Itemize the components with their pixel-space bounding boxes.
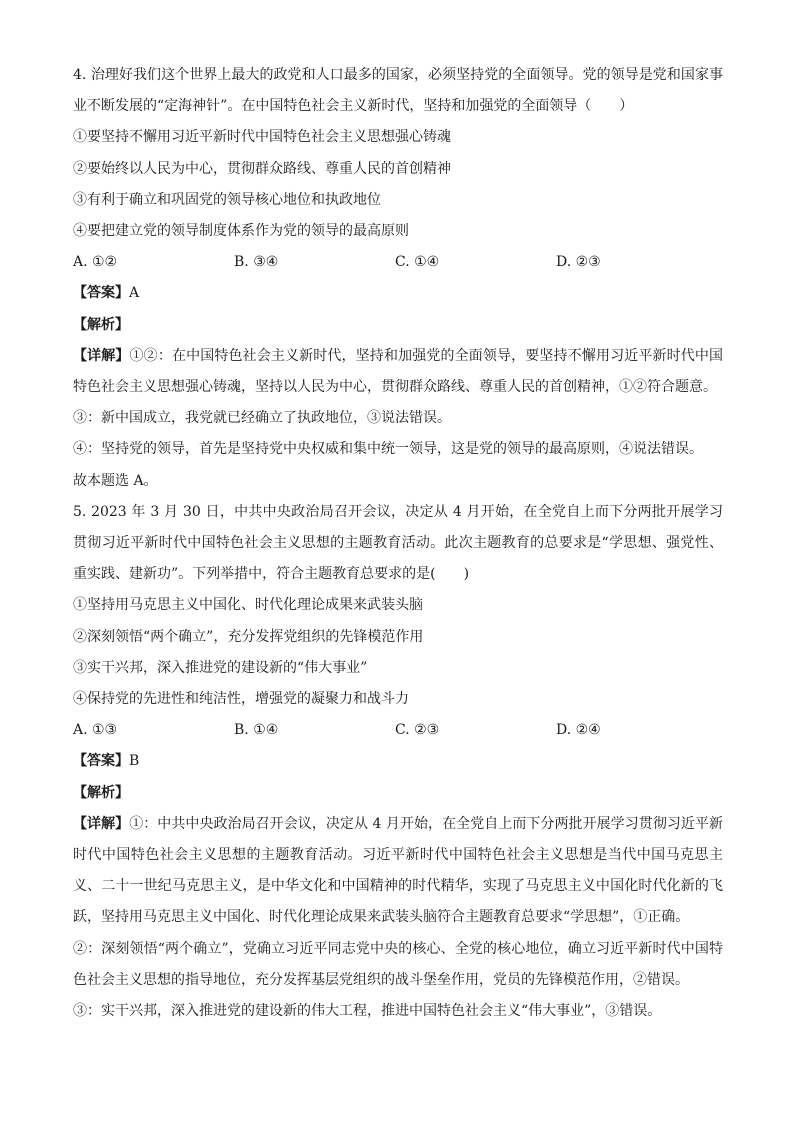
- question-5-detail-3: ③：实干兴邦，深入推进党的建设新的伟大工程，推进中国特色社会主义“伟大事业”，③错误。: [73, 1003, 662, 1020]
- option-a: A. ①③: [73, 722, 118, 739]
- question-5-stem: 5. 2023 年 3 月 30 日，中共中央政治局召开会议，决定从 4 月开始，在全党自上而下分两批开展学习贯彻习近平新时代中国特色社会主义思想的主题教育活动。此次主题教育的总要求是“学思想、强党性、重实践、建新功”。下列举措中，符合主题教育总要求的是( ): [73, 503, 723, 583]
- option-c: C. ②③: [395, 722, 440, 739]
- question-5-item-1: ①坚持用马克思主义中国化、时代化理论成果来武装头脑: [73, 597, 423, 614]
- detail-tag: 【详解】: [73, 347, 130, 364]
- question-4-item-2: ②要始终以人民为中心，贯彻群众路线、尊重人民的首创精神: [73, 160, 451, 177]
- option-d: D. ②③: [556, 254, 601, 271]
- detail-tag: 【详解】: [73, 815, 130, 832]
- detail-text: ①：中共中央政治局召开会议，决定从 4 月开始，在全党自上而下分两批开展学习贯彻习近平新时代中国特色社会主义思想的主题教育活动。习近平新时代中国特色社会主义思想是当代中国马克思主义、二十一世纪马克思主义，是中华文化和中国精神的时代精华，实现了马克思主义中国化时代化新的飞跃，坚持用马克思主义中国化、时代化理论成果来武装头脑符合主题教育总要求“学思想”，①正确。: [73, 815, 724, 926]
- question-5-detail-2: ②：深刻领悟“两个确立”，党确立习近平同志党中央的核心、全党的核心地位，确立习近平新时代中国特色社会主义思想的指导地位，充分发挥基层党组织的战斗堡垒作用，党员的先锋模范作用，②错误。: [73, 940, 723, 988]
- question-5-item-3: ③实干兴邦，深入推进党的建设新的“伟大事业”: [73, 659, 368, 676]
- question-4-analysis-tag: [73, 310, 723, 341]
- question-4-item-3: ③有利于确立和巩固党的领导核心地位和执政地位: [73, 191, 381, 208]
- answer-value: B: [129, 753, 140, 770]
- question-5-analysis-tag: [73, 778, 723, 809]
- document-page: [73, 60, 723, 1027]
- option-c: C. ①④: [395, 254, 440, 271]
- question-4-item-1: ①要坚持不懈用习近平新时代中国特色社会主义思想强心铸魂: [73, 129, 451, 146]
- question-5-detail-1: [73, 809, 723, 934]
- question-4-item-4: ④要把建立党的领导制度体系作为党的领导的最高原则: [73, 223, 409, 240]
- question-4-answer: [73, 278, 723, 309]
- question-4-conclusion: 故本题选 A。: [73, 472, 158, 489]
- option-b: B. ①④: [234, 722, 279, 739]
- question-5-answer: [73, 746, 723, 777]
- answer-tag: 【答案】: [73, 285, 129, 302]
- option-a: A. ①②: [73, 254, 118, 271]
- question-4-detail-1: [73, 341, 723, 403]
- answer-tag: 【答案】: [73, 753, 129, 770]
- question-5-options: [73, 715, 723, 746]
- question-4-detail-2: ③：新中国成立，我党就已经确立了执政地位，③说法错误。: [73, 410, 451, 427]
- analysis-tag: 【解析】: [73, 316, 129, 333]
- answer-value: A: [129, 285, 140, 302]
- question-4-detail-3: ④：坚持党的领导，首先是坚持党中央权威和集中统一领导，这是党的领导的最高原则，④说法错误。: [73, 441, 703, 458]
- question-5-item-2: ②深刻领悟“两个确立”，充分发挥党组织的先锋模范作用: [73, 628, 424, 645]
- analysis-tag: 【解析】: [73, 784, 129, 801]
- option-b: B. ③④: [234, 254, 279, 271]
- detail-text: ①②：在中国特色社会主义新时代，坚持和加强党的全面领导，要坚持不懈用习近平新时代中国特色社会主义思想强心铸魂，坚持以人民为中心，贯彻群众路线、尊重人民的首创精神，①②符合题意。: [73, 347, 724, 396]
- question-4-options: [73, 247, 723, 278]
- option-d: D. ②④: [556, 722, 601, 739]
- question-4-stem: 4. 治理好我们这个世界上最大的政党和人口最多的国家，必须坚持党的全面领导。党的领导是党和国家事业不断发展的“定海神针”。在中国特色社会主义新时代，坚持和加强党的全面领导（ ）: [73, 67, 723, 115]
- question-5-item-4: ④保持党的先进性和纯洁性，增强党的凝聚力和战斗力: [73, 691, 409, 708]
